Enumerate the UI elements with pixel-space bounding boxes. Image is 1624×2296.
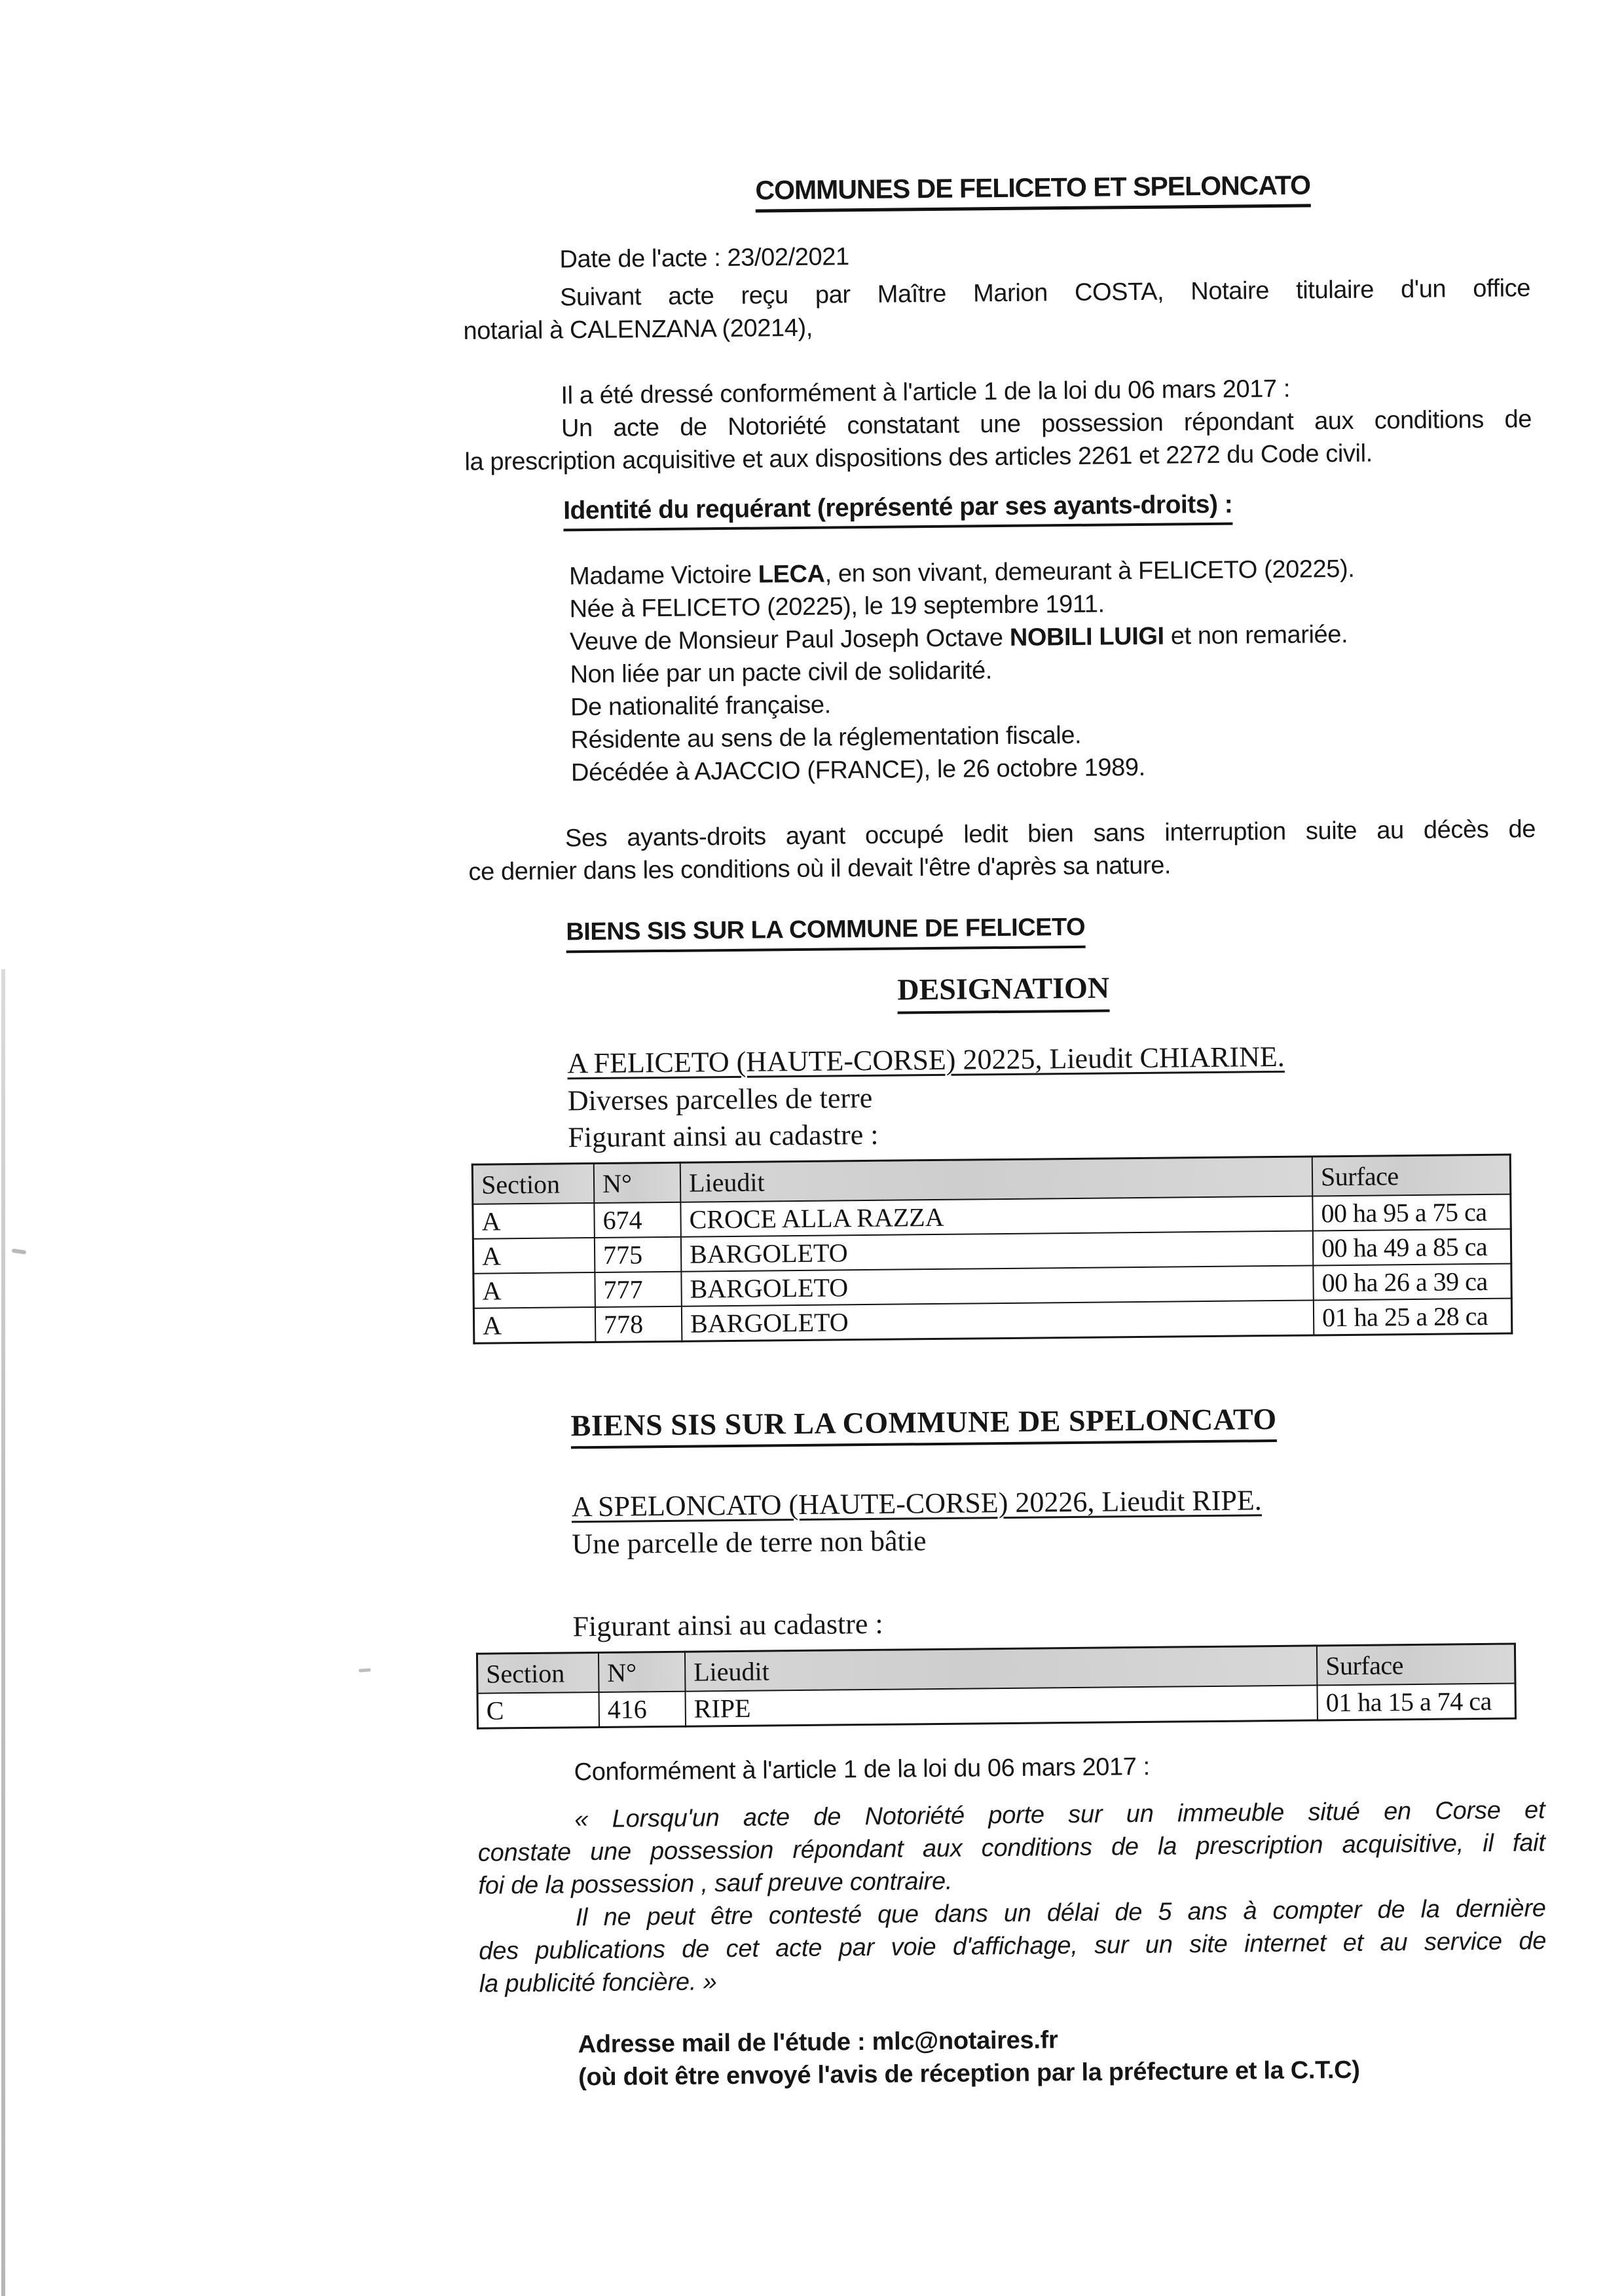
document-content bbox=[460, 0, 1548, 2095]
conformement-paragraph bbox=[477, 1747, 1544, 1790]
column-header: N° bbox=[599, 1652, 686, 1692]
biens-speloncato-heading bbox=[570, 1399, 1541, 1449]
feliceto-location-line: A FELICETO (HAUTE-CORSE) 20225, Lieudit CHIARINE. bbox=[567, 1040, 1285, 1080]
requerant-details bbox=[569, 551, 1535, 789]
biens-feliceto-heading bbox=[566, 907, 1536, 953]
identite-heading-text: Identité du requérant (représenté par ses ayants-droits) : bbox=[563, 489, 1233, 532]
nationalite-line: De nationalité française. bbox=[570, 691, 831, 722]
identite-heading bbox=[563, 485, 1532, 531]
speloncato-location-line: A SPELONCATO (HAUTE-CORSE) 20226, Lieudit RIPE. bbox=[571, 1484, 1262, 1523]
madame-prefix: Madame Victoire bbox=[568, 561, 758, 591]
column-header: Section bbox=[477, 1652, 599, 1693]
text-line: notarial à CALENZANA (20214), bbox=[463, 314, 813, 345]
text-line: Un acte de Notoriété constatant une possession répondant aux conditions de bbox=[561, 405, 1532, 443]
speloncato-cadastre-line: Figurant ainsi au cadastre : bbox=[572, 1607, 883, 1643]
decedee-line: Décédée à AJACCIO (FRANCE), le 26 octobre 1989. bbox=[570, 753, 1145, 787]
document-title bbox=[755, 167, 1530, 212]
table-cell: A bbox=[473, 1238, 595, 1274]
designation-heading bbox=[470, 967, 1538, 1018]
acte-paragraph bbox=[464, 403, 1532, 479]
biens-feliceto-heading-text: BIENS SIS SUR LA COMMUNE DE FELICETO bbox=[566, 912, 1085, 954]
text-line: Il ne peut être contesté que dans un délai de 5 ans à compter de la dernière bbox=[575, 1895, 1546, 1932]
suivant-paragraph bbox=[463, 272, 1531, 348]
table-cell: 778 bbox=[595, 1306, 682, 1342]
date-paragraph bbox=[462, 234, 1530, 277]
column-header: Section bbox=[472, 1164, 594, 1204]
table-cell: BARGOLETO bbox=[681, 1231, 1313, 1271]
table-cell: C bbox=[477, 1692, 599, 1728]
table-cell: 674 bbox=[594, 1202, 681, 1238]
column-header: Surface bbox=[1317, 1644, 1515, 1685]
dresse-line: Il a été dressé conformément à l'article 1 de la loi du 06 mars 2017 : bbox=[561, 375, 1291, 410]
document-title-text: COMMUNES DE FELICETO ET SPELONCATO bbox=[755, 169, 1310, 212]
column-header: Surface bbox=[1312, 1155, 1511, 1196]
table-cell: 00 ha 95 a 75 ca bbox=[1312, 1194, 1511, 1231]
column-header: Lieudit bbox=[685, 1646, 1318, 1692]
table-cell: BARGOLETO bbox=[682, 1300, 1314, 1341]
table-cell: A bbox=[473, 1272, 595, 1308]
scan-edge-artifact bbox=[1, 969, 5, 2296]
text-line: des publications de cet acte par voie d'affichage, sur un site internet et au service de bbox=[479, 1927, 1547, 1965]
date-line: Date de l'acte : 23/02/2021 bbox=[559, 243, 849, 274]
feliceto-cadastre-table bbox=[471, 1154, 1513, 1344]
feliceto-cadastre-line: Figurant ainsi au cadastre : bbox=[568, 1118, 879, 1154]
text-line: constate une possession répondant aux conditions de la prescription acquisitive, il fait bbox=[477, 1829, 1546, 1867]
pacte-line: Non liée par un pacte civil de solidarité. bbox=[570, 657, 993, 689]
table-cell: RIPE bbox=[686, 1685, 1318, 1726]
ayants-droits-paragraph bbox=[468, 813, 1536, 889]
table-cell: 01 ha 25 a 28 ca bbox=[1314, 1299, 1512, 1335]
table-cell: 777 bbox=[595, 1272, 682, 1307]
text-line: Suivant acte reçu par Maître Marion COSTA, Notaire titulaire d'un office bbox=[559, 274, 1531, 312]
column-header: N° bbox=[594, 1162, 681, 1203]
madame-suffix: , en son vivant, demeurant à FELICETO (20225). bbox=[824, 555, 1355, 588]
scan-speckle-artifact bbox=[359, 1668, 371, 1672]
table-cell: BARGOLETO bbox=[681, 1265, 1313, 1306]
text-line: foi de la possession , sauf preuve contraire. bbox=[478, 1867, 953, 1900]
veuve-suffix: et non remariée. bbox=[1164, 620, 1348, 650]
requerant-surname: LECA bbox=[758, 560, 825, 589]
residente-line: Résidente au sens de la réglementation fiscale. bbox=[570, 721, 1082, 754]
text-line: Ses ayants-droits ayant occupé ledit bien sans interruption suite au décès de bbox=[564, 815, 1536, 853]
speloncato-descr-line: Une parcelle de terre non bâtie bbox=[572, 1525, 927, 1561]
nee-line: Née à FELICETO (20225), le 19 septembre 1911. bbox=[569, 590, 1105, 623]
speloncato-cadastre-table bbox=[476, 1643, 1517, 1730]
veuve-prefix: Veuve de Monsieur Paul Joseph Octave bbox=[569, 623, 1010, 656]
epoux-surname: NOBILI LUIGI bbox=[1009, 622, 1164, 652]
table-cell: 00 ha 49 a 85 ca bbox=[1313, 1229, 1511, 1266]
study-email-line: Adresse mail de l'étude : mlc@notaires.fr bbox=[578, 2026, 1058, 2059]
table-cell: A bbox=[473, 1203, 595, 1239]
biens-speloncato-heading-text: BIENS SIS SUR LA COMMUNE DE SPELONCATO bbox=[570, 1402, 1277, 1449]
table-cell: CROCE ALLA RAZZA bbox=[680, 1196, 1312, 1236]
legal-quote-paragraph-2 bbox=[479, 1892, 1547, 2001]
text-line: ce dernier dans les conditions où il devait l'être d'après sa nature. bbox=[468, 851, 1172, 886]
table-cell: 775 bbox=[595, 1237, 682, 1272]
designation-heading-text: DESIGNATION bbox=[897, 971, 1109, 1014]
table-cell: A bbox=[473, 1307, 595, 1343]
text-line: la prescription acquisitive et aux dispositions des articles 2261 et 2272 du Code civil. bbox=[464, 439, 1373, 476]
legal-quote-paragraph-1 bbox=[477, 1794, 1545, 1902]
table-cell: 01 ha 15 a 74 ca bbox=[1317, 1684, 1515, 1720]
conformement-line: Conformément à l'article 1 de la loi du 06 mars 2017 : bbox=[574, 1752, 1150, 1787]
scan-mark-artifact bbox=[12, 1248, 27, 1254]
table-cell: 00 ha 26 a 39 ca bbox=[1313, 1264, 1511, 1301]
column-header: Lieudit bbox=[680, 1157, 1313, 1202]
reception-note-line: (où doit être envoyé l'avis de réception par la préfecture et la C.T.C) bbox=[578, 2056, 1360, 2092]
text-line: la publicité foncière. » bbox=[479, 1968, 717, 1998]
table-cell: 416 bbox=[599, 1692, 686, 1728]
feliceto-descr-line: Diverses parcelles de terre bbox=[567, 1081, 873, 1117]
text-line: « Lorsqu'un acte de Notoriété porte sur un immeuble situé en Corse et bbox=[574, 1796, 1545, 1834]
